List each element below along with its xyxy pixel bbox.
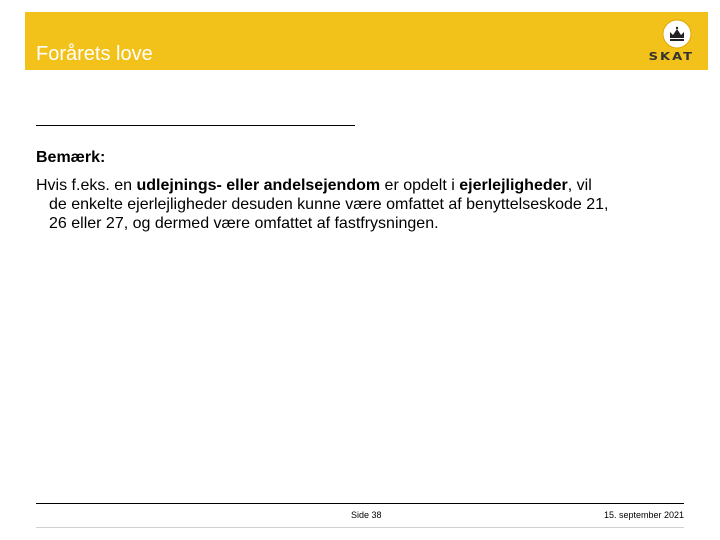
footer-divider [36, 503, 684, 504]
logo-text: SKAT [648, 51, 694, 64]
note-line-1 [36, 176, 696, 195]
footer-divider-bottom [36, 527, 684, 528]
divider-top [36, 125, 355, 126]
page-number: Side 38 [351, 510, 382, 520]
note-text: , vil [567, 177, 592, 194]
note-line-2: de enkelte ejerlejligheder desuden kunne være omfattet af benyttelseskode 21, [49, 196, 609, 213]
page-title: Forårets love [36, 43, 153, 65]
note-text: Hvis f.eks. en [36, 177, 137, 194]
crown-icon [662, 19, 692, 49]
note-line-3: 26 eller 27, og dermed være omfattet af fastfrysningen. [49, 215, 439, 232]
note-emphasis: udlejnings- eller andelsejendom [136, 177, 381, 194]
footer-date: 15. september 2021 [603, 510, 684, 520]
note-emphasis: ejerlejligheder [459, 177, 568, 194]
skat-logo [614, 19, 694, 67]
note-body [36, 176, 696, 233]
header-bar [25, 12, 708, 70]
note-text: er opdelt i [380, 177, 460, 194]
note-heading: Bemærk: [36, 149, 106, 166]
